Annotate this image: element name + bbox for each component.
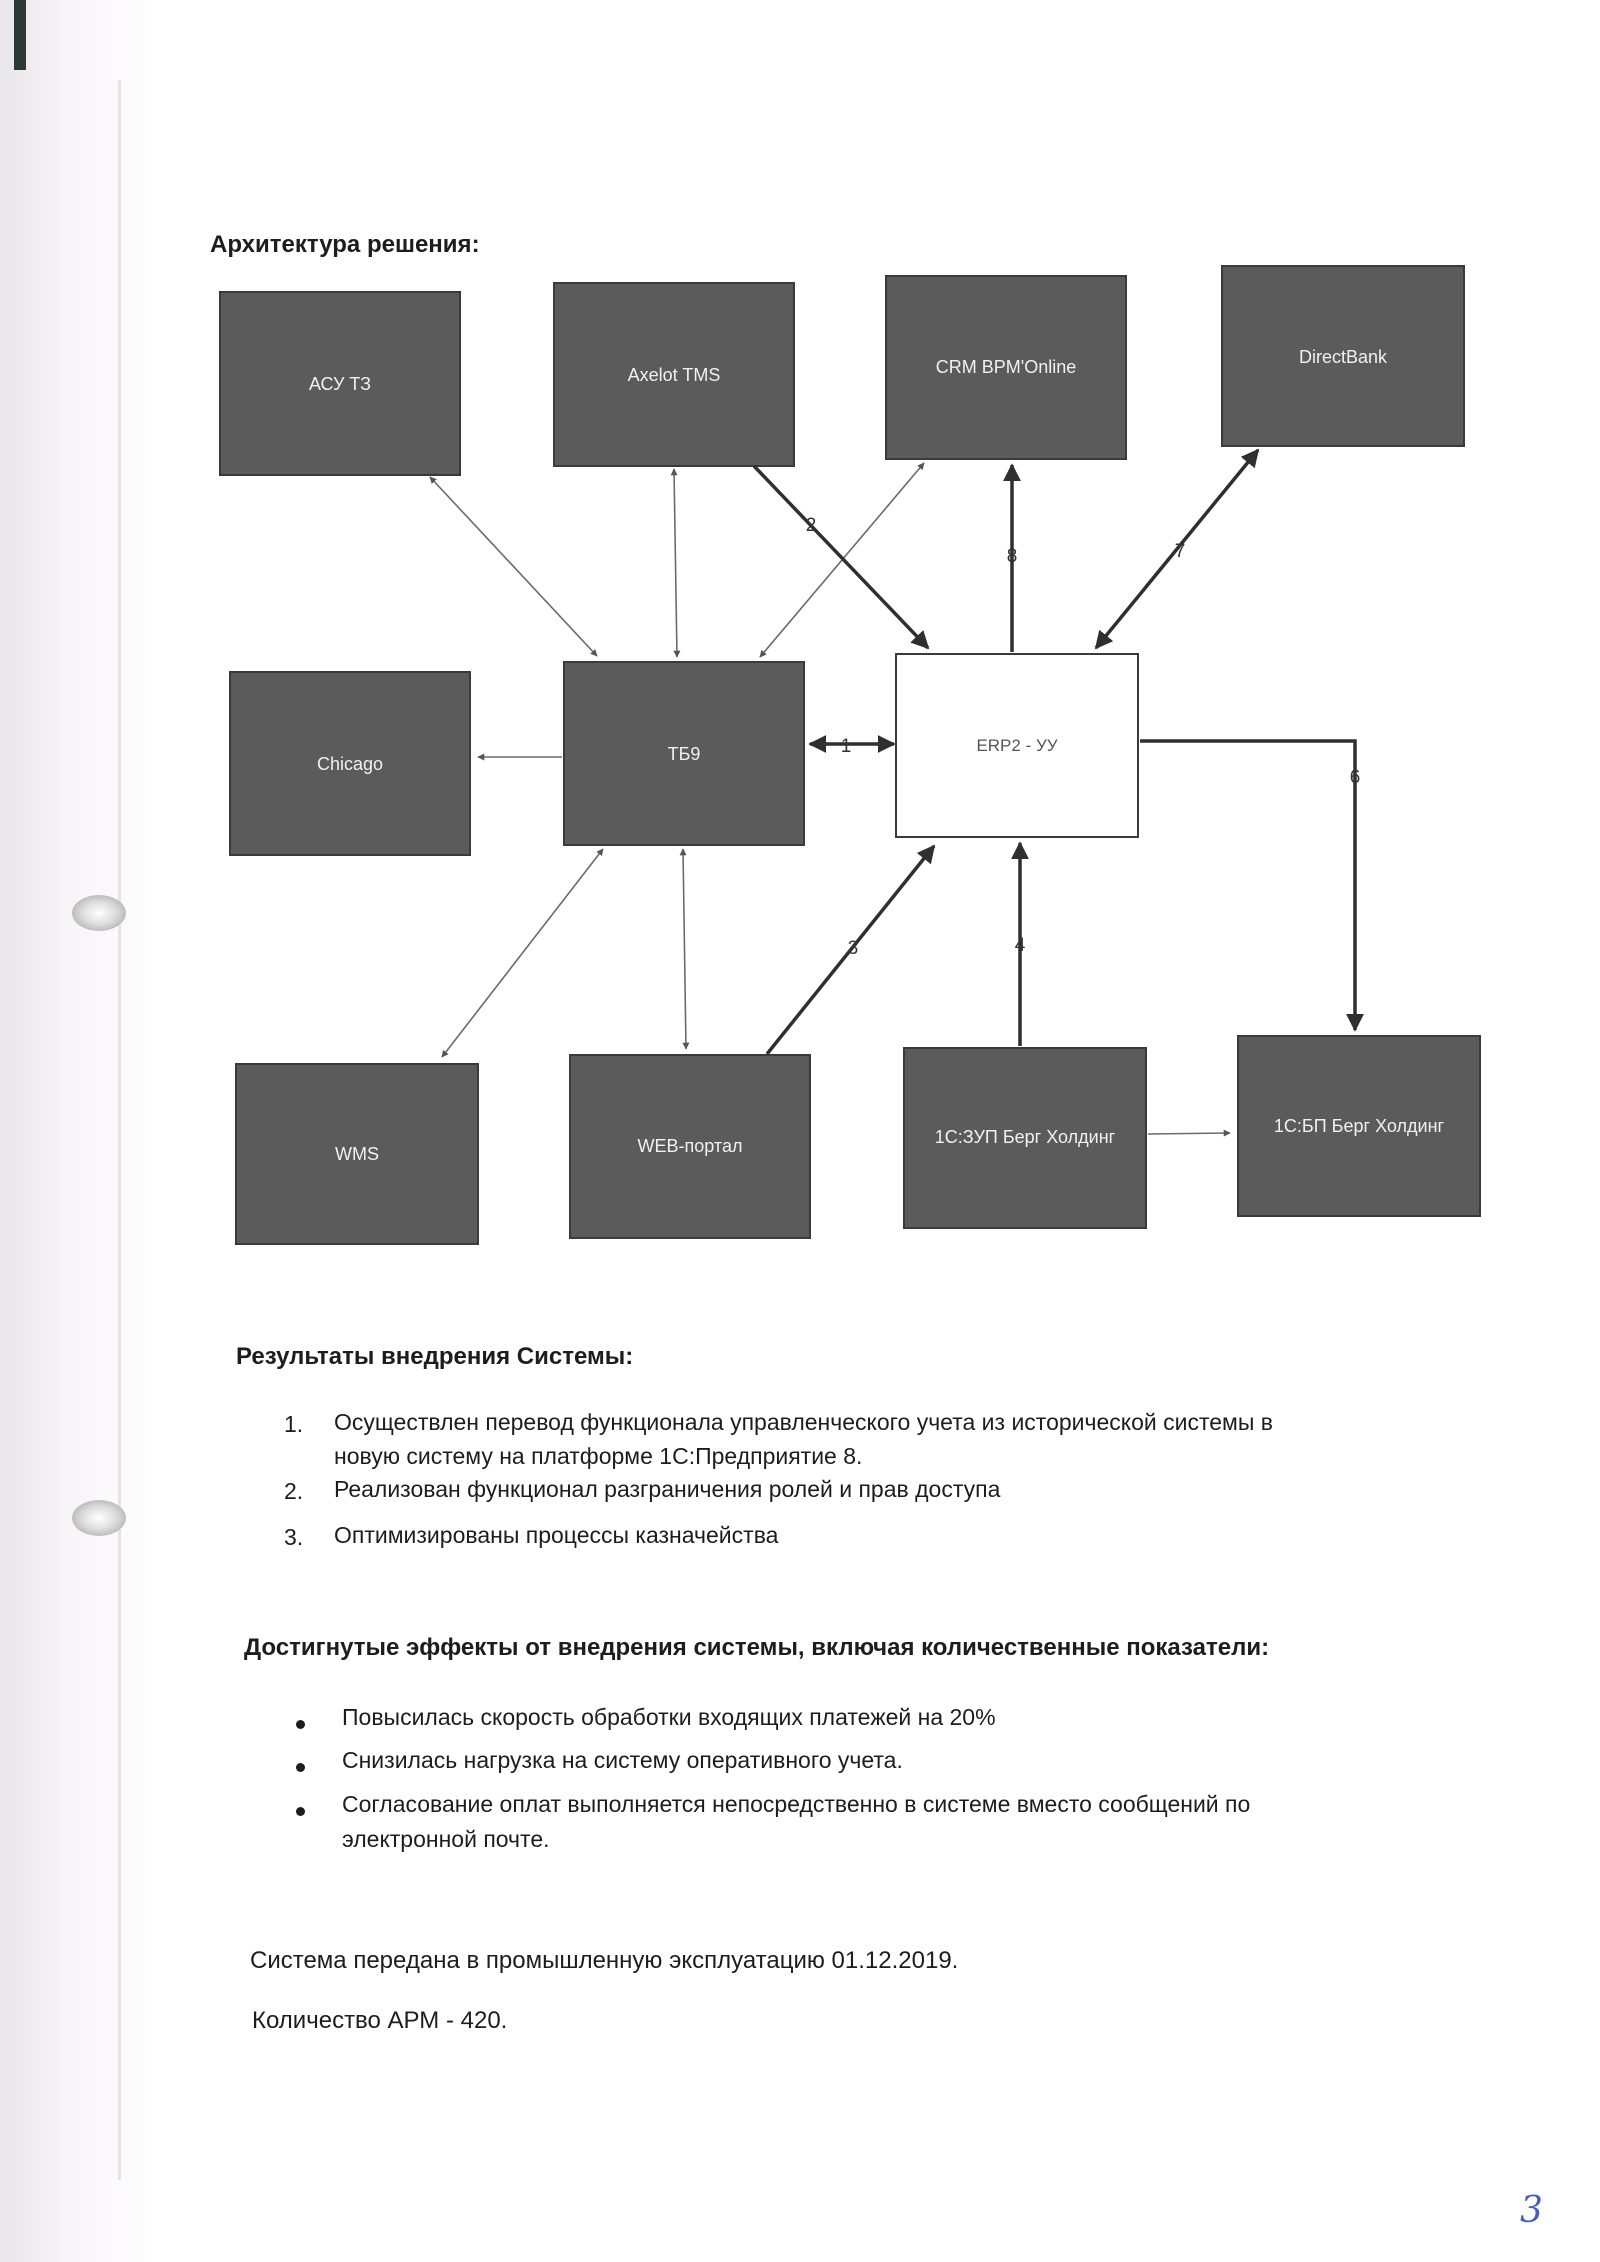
edge-label-4: 4 <box>1014 935 1026 956</box>
box-zup <box>904 1048 1146 1228</box>
box-directbank-label: DirectBank <box>1298 347 1388 367</box>
box-axelot <box>554 283 794 466</box>
effects-bullet-icon <box>296 1807 305 1816</box>
box-crm-label: CRM BPM'Online <box>935 357 1077 377</box>
edge-label-3: 3 <box>847 938 859 959</box>
handwritten-page-number: 3 <box>1520 2190 1543 2231</box>
box-tb9-label: ТБ9 <box>667 744 701 764</box>
box-erp-label: ERP2 - УУ <box>976 736 1058 755</box>
effects-bullet-icon <box>296 1763 305 1772</box>
box-chicago <box>230 672 470 855</box>
box-asu-label: АСУ ТЗ <box>308 374 372 394</box>
effects-item-3-line-1: Согласование оплат выполняется непосредственно в системе вместо сообщений по <box>342 1791 1251 1817</box>
effects-item-3-line-2: электронной почте. <box>342 1826 550 1852</box>
connector-axelot-tb9 <box>674 469 677 657</box>
results-item-2-line-1: Реализован функционал разграничения ролей и прав доступа <box>334 1476 1001 1502</box>
effects-title: Достигнутые эффекты от внедрения системы, включая количественные показатели: <box>244 1634 1270 1661</box>
edge-label-8: 8 <box>1006 546 1018 567</box>
connector-zup-bp <box>1148 1133 1230 1134</box>
effects-item-2-line-1: Снизилась нагрузка на систему оперативного учета. <box>342 1747 903 1773</box>
edge-label-7: 7 <box>1174 541 1186 562</box>
box-crm <box>886 276 1126 459</box>
box-asu <box>220 292 460 475</box>
workstations-count: Количество АРМ - 420. <box>252 2007 508 2034</box>
box-axelot-label: Axelot TMS <box>627 365 721 385</box>
box-wms-label: WMS <box>335 1144 379 1164</box>
edge-label-2: 2 <box>805 515 817 536</box>
handover-statement: Система передана в промышленную эксплуатацию 01.12.2019. <box>250 1947 959 1974</box>
edge-label-1: 1 <box>840 736 852 757</box>
connector-asu-tb9 <box>430 477 597 656</box>
edge-label-6: 6 <box>1349 767 1361 788</box>
results-item-1-line-2: новую систему на платформе 1С:Предприятие 8. <box>334 1443 863 1469</box>
box-bp <box>1238 1036 1480 1216</box>
box-chicago-label: Chicago <box>316 754 384 774</box>
results-item-2-number: 2. <box>284 1478 304 1504</box>
box-bp-label: 1С:БП Берг Холдинг <box>1273 1116 1445 1136</box>
connector-erp-bp <box>1140 741 1355 1030</box>
connector-tb9-web <box>683 849 686 1049</box>
results-item-1-line-1: Осуществлен перевод функционала управленческого учета из исторической системы в <box>334 1409 1273 1435</box>
connector-axelot-erp <box>754 466 928 648</box>
box-directbank <box>1222 266 1464 446</box>
box-web-label: WEB-портал <box>637 1136 743 1156</box>
box-wms <box>236 1064 478 1244</box>
results-title: Результаты внедрения Системы: <box>236 1343 634 1370</box>
box-erp <box>896 654 1138 837</box>
effects-item-1-line-1: Повысилась скорость обработки входящих платежей на 20% <box>342 1704 996 1730</box>
punch-hole-icon <box>72 1500 126 1536</box>
results-item-3-number: 3. <box>284 1524 304 1550</box>
box-web <box>570 1055 810 1238</box>
effects-bullet-icon <box>296 1720 305 1729</box>
box-zup-label: 1С:ЗУП Берг Холдинг <box>934 1127 1116 1147</box>
results-item-1-number: 1. <box>284 1411 304 1437</box>
box-tb9 <box>564 662 804 845</box>
architecture-title: Архитектура решения: <box>210 231 480 258</box>
results-item-3-line-1: Оптимизированы процессы казначейства <box>334 1522 779 1548</box>
connector-tb9-wms <box>442 849 603 1057</box>
